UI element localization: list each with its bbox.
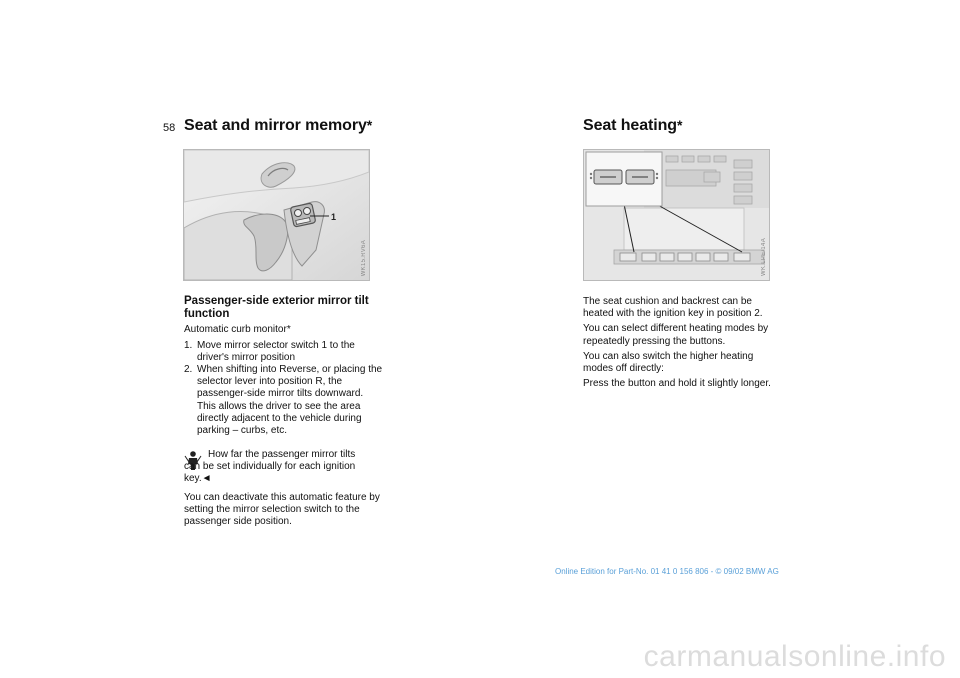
paragraph: You can select different heating modes by repeatedly pressing the buttons. — [583, 323, 769, 347]
console-illustration — [583, 149, 770, 281]
figure-code: WK15.RV6A — [361, 239, 367, 276]
step-number: 1. — [184, 340, 193, 351]
console-drawing — [584, 150, 769, 280]
callout-label: 1 — [331, 212, 337, 222]
deactivate-paragraph: You can deactivate this automatic feature by setting the mirror selection switch to the passenger side position. — [184, 492, 380, 528]
paragraph: The seat cushion and backrest can be heated with the ignition key in position 2. — [583, 296, 763, 320]
heading-text: Seat heating — [583, 117, 677, 134]
option-star: * — [366, 117, 373, 133]
paragraph: You can also switch the higher heating modes off directly: — [583, 350, 754, 375]
curb-monitor-label — [184, 324, 291, 336]
watermark — [0, 640, 960, 678]
paragraph: Press the button and hold it slightly longer. — [583, 378, 771, 390]
door-panel-illustration — [183, 149, 370, 281]
footer-edition: Online Edition for Part-No. 01 41 0 156 806 - © 09/02 BMW AG — [555, 567, 779, 576]
step-text: Move mirror selector switch 1 to the driver's mirror position — [197, 340, 355, 364]
section-heading-seat-mirror-memory — [184, 117, 372, 135]
end-marker: ◄ — [201, 473, 212, 485]
step-2 — [184, 364, 384, 437]
heading-text: Seat and mirror memory — [184, 117, 367, 134]
option-star: * — [676, 117, 683, 133]
section-heading-seat-heating — [583, 117, 682, 135]
figure-code: WK.LPE/14A — [761, 237, 767, 276]
watermark-text: carmanualsonline.info — [643, 640, 946, 673]
subheading-mirror-tilt: Passenger-side exterior mirror tilt function — [184, 295, 369, 320]
door-panel-drawing — [184, 150, 369, 280]
option-star: * — [286, 324, 291, 335]
note — [184, 449, 374, 486]
seat-heating-body — [583, 296, 783, 393]
curb-monitor-text: Automatic curb monitor — [184, 324, 287, 335]
step-text: When shifting into Reverse, or placing the selector lever into position R, the passenger-side mirror tilts downward. This allows the driver to see the area directly adjacent to the vehicle during parking – curbs, etc. — [197, 364, 383, 437]
step-number: 2. — [184, 364, 193, 375]
note-text: How far the passenger mirror tilts can be set individually for each ignition key. — [184, 449, 356, 485]
page-number: 58 — [163, 122, 176, 134]
step-1 — [184, 340, 384, 364]
